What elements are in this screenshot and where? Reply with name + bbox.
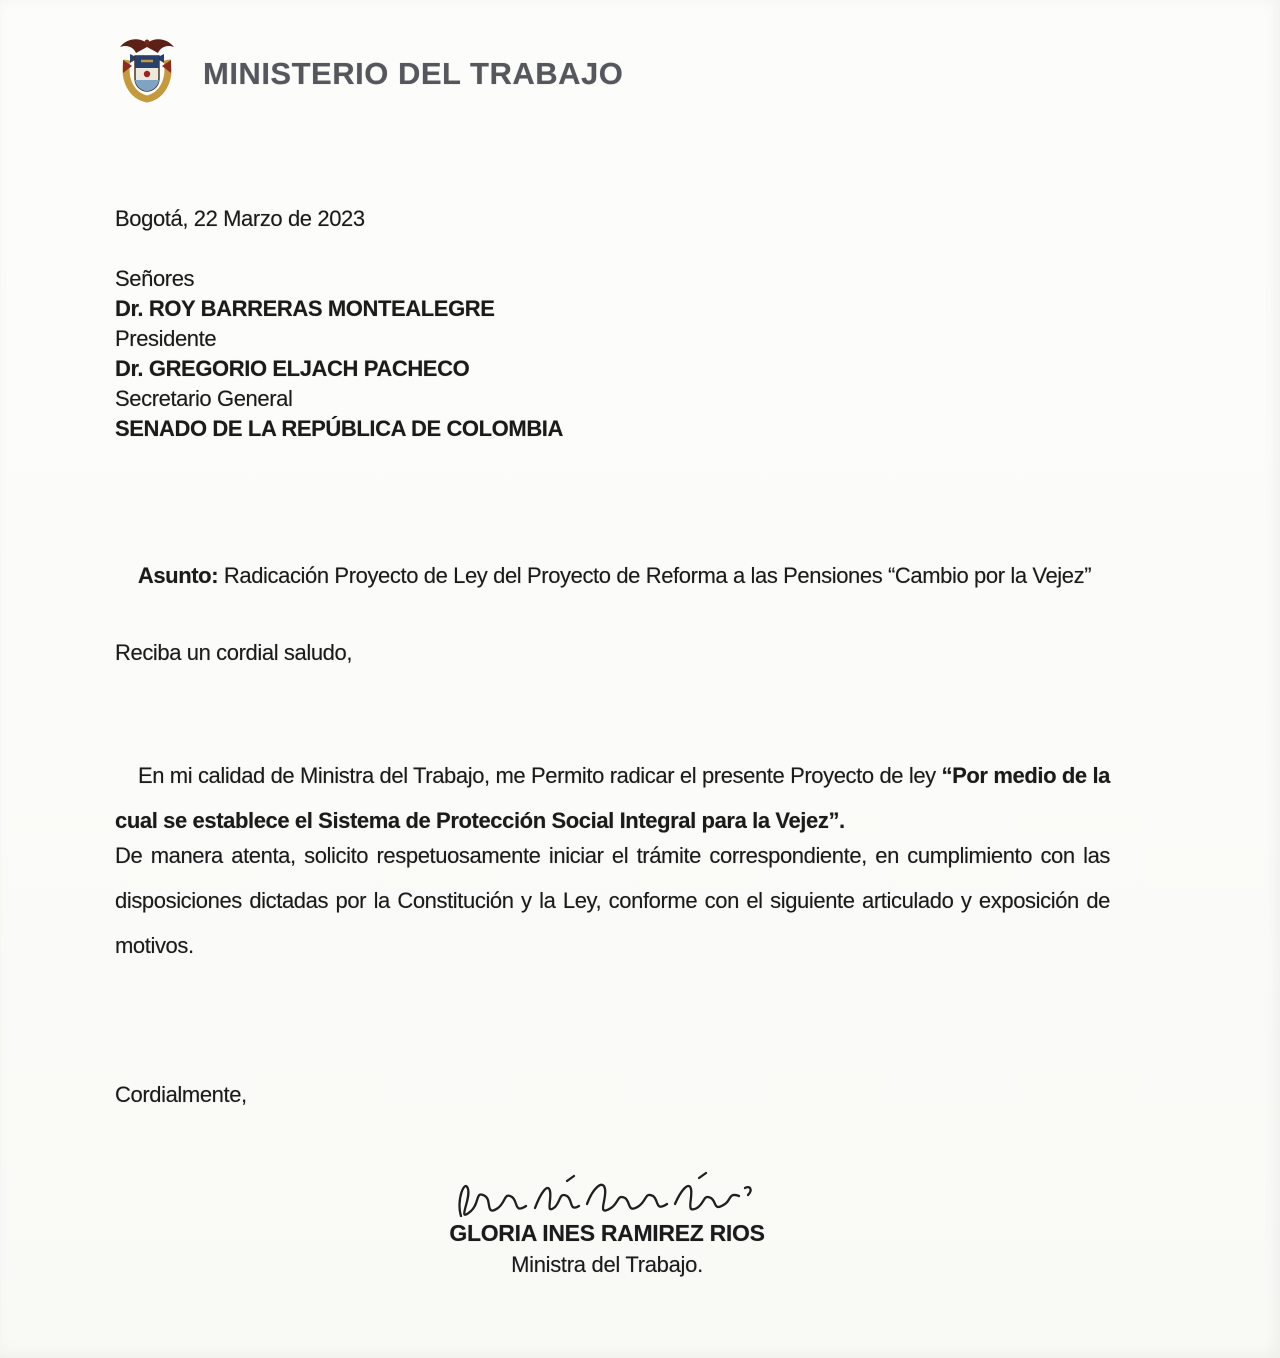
paragraph1-normal-text: En mi calidad de Ministra del Trabajo, me Permito radicar el presente Proyecto de ley xyxy=(137,763,942,788)
recipient-line: Secretario General xyxy=(115,386,293,411)
colombia-coat-of-arms-icon xyxy=(118,36,176,108)
letter-date: Bogotá, 22 Marzo de 2023 xyxy=(115,206,365,231)
recipient-line: Dr. GREGORIO ELJACH PACHECO xyxy=(115,356,470,381)
ministry-title: MINISTERIO DEL TRABAJO xyxy=(203,56,624,91)
recipient-line: Presidente xyxy=(115,326,217,351)
greeting-line: Reciba un cordial saludo, xyxy=(115,640,353,665)
subject-label: Asunto: xyxy=(137,563,219,588)
subject-line xyxy=(115,531,1125,621)
closing-line: Cordialmente, xyxy=(115,1082,247,1107)
signer-name: GLORIA INES RAMIREZ RIOS xyxy=(449,1220,765,1246)
subject-text: Radicación Proyecto de Ley del Proyecto de Reforma a las Pensiones “Cambio por la Vejez” xyxy=(218,563,1092,588)
body-paragraph-2: De manera atenta, solicito respetuosamente iniciar el trámite correspondiente, en cumplimiento con las disposiciones dictadas por la Constitución y la Ley, conforme con el siguiente articulado y exposición de motivos. xyxy=(115,843,1116,958)
recipient-line: Señores xyxy=(115,266,195,291)
recipient-block xyxy=(115,264,563,444)
signature-block xyxy=(377,1170,837,1278)
paragraph1-bold-text: “Por medio de la cual se establece el Sistema de Protección Social Integral para la Vejez”. xyxy=(115,763,1116,833)
recipient-line: Dr. ROY BARRERAS MONTEALEGRE xyxy=(115,296,495,321)
signer-title: Ministra del Trabajo. xyxy=(511,1252,703,1277)
recipient-line: SENADO DE LA REPÚBLICA DE COLOMBIA xyxy=(115,416,564,441)
